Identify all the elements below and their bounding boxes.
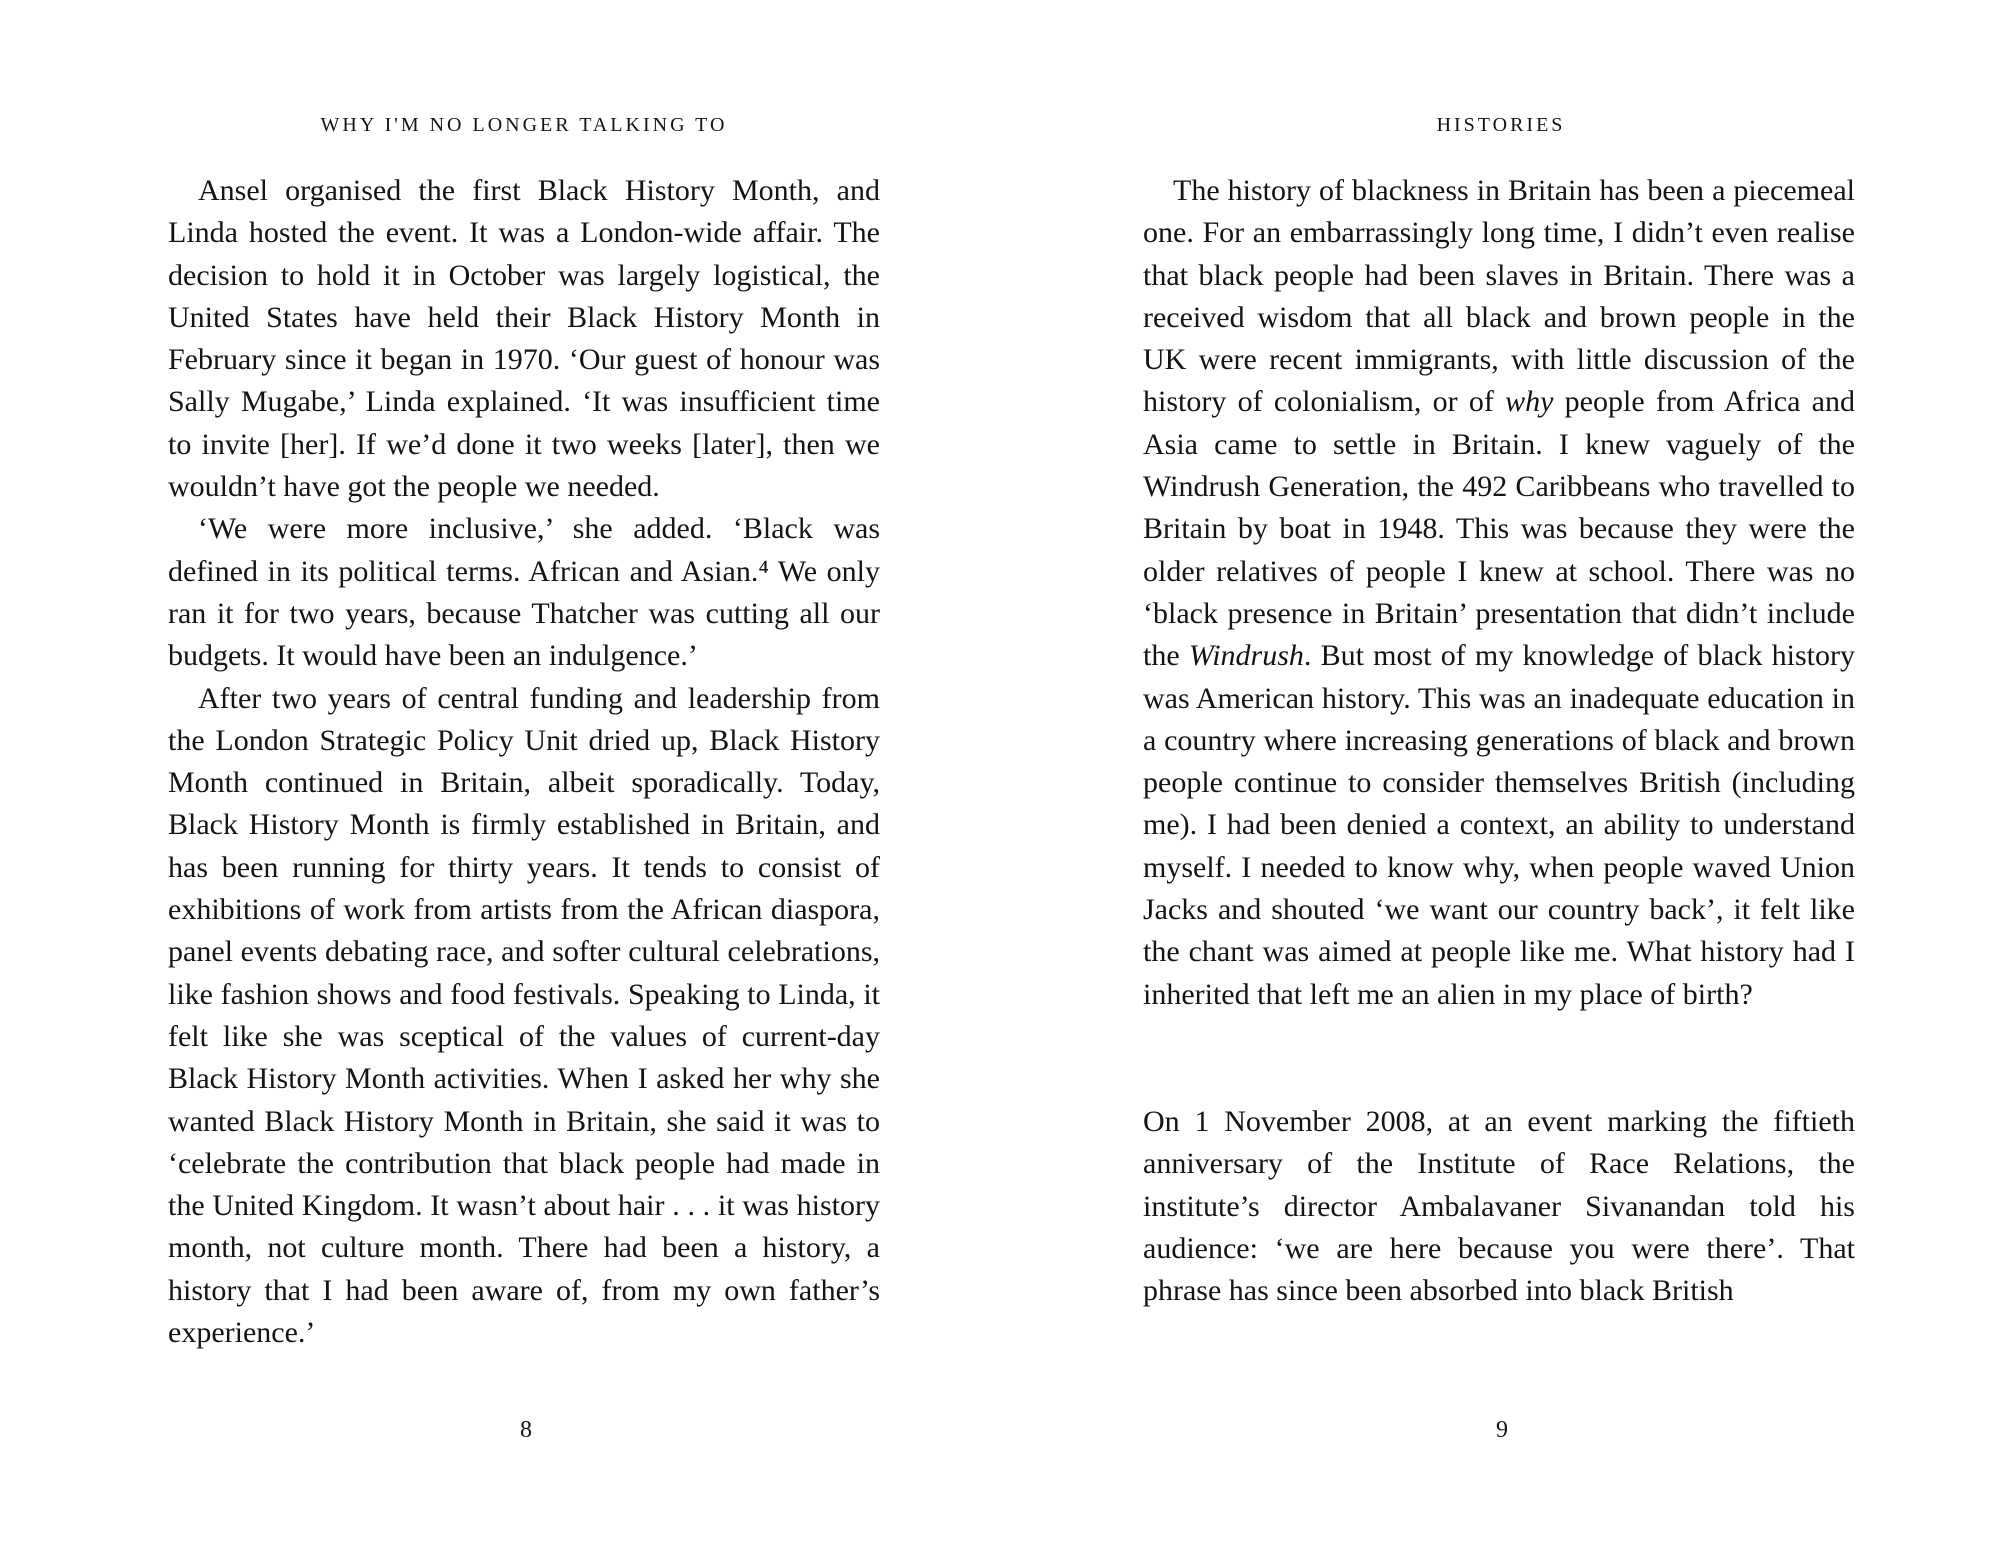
running-head-left: WHY I'M NO LONGER TALKING TO	[320, 114, 728, 136]
right-page	[1000, 0, 2000, 1553]
paragraph-text: . But most of my knowledge of black history was American history. This was an inadequate education in a country where increasing generations of black and brown people continue to consider themselves British (including me). I had been denied a context, an ability to understand myself. I needed to know why, when people waved Union Jacks and shouted ‘we want our country back’, it felt like the chant was aimed at people like me. What history had I inherited that left me an alien in my place of birth?	[1143, 639, 1855, 1011]
paragraph-text: people from Africa and Asia came to settle in Britain. I knew vaguely of the Windrush Generation, the 492 Caribbeans who travelled to Britain by boat in 1948. This was because they were the older relatives of people I knew at school. There was no ‘black presence in Britain’ presentation that didn’t include the	[1143, 385, 1855, 673]
right-page-body	[1143, 170, 1855, 1312]
paragraph: Ansel organised the first Black History Month, and Linda hosted the event. It was a London-wide affair. The decision to hold it in October was largely logistical, the United States have held their Black History Month in February since it began in 1970. ‘Our guest of honour was Sally Mugabe,’ Linda explained. ‘It was insufficient time to invite [her]. If we’d done it two weeks [later], then we wouldn’t have got the people we needed.	[168, 174, 880, 504]
page-number-left: 8	[520, 1417, 532, 1443]
paragraph: On 1 November 2008, at an event marking the fiftieth anniversary of the Institute of Race Relations, the institute’s director Ambalavaner Sivanandan told his audience: ‘we are here because you were there’. That phrase has since been absorbed into black British	[1143, 1104, 1855, 1308]
paragraph	[1143, 170, 1855, 1016]
italic-title: Windrush	[1188, 639, 1304, 673]
paragraph: After two years of central funding and leadership from the London Strategic Policy Unit dried up, Black History Month continued in Britain, albeit sporadically. Today, Black History Month is firmly established in Britain, and has been running for thirty years. It tends to consist of exhibitions of work from artists from the African diaspora, panel events debating race, and softer cultural celebrations, like fashion shows and food festivals. Speaking to Linda, it felt like she was sceptical of the values of current-day Black History Month activities. When I asked her why she wanted Black History Month in Britain, she said it was to ‘celebrate the contribution that black people had made in the United Kingdom. It wasn’t about hair . . . it was history month, not culture month. There had been a history, a history that I had been aware of, from my own father’s experience.’	[168, 681, 880, 1350]
paragraph-text: The history of blackness in Britain has been a piecemeal one. For an embarrassingly long time, I didn’t even realise that black people had been slaves in Britain. There was a received wisdom that all black and brown people in the UK were recent immigrants, with little discussion of the history of colonialism, or of	[1143, 174, 1855, 419]
running-head-right: HISTORIES	[1436, 114, 1566, 136]
left-page-body	[168, 170, 880, 1354]
paragraph: ‘We were more inclusive,’ she added. ‘Black was defined in its political terms. African and Asian.⁴ We only ran it for two years, because Thatcher was cutting all our budgets. It would have been an indulgence.’	[168, 512, 880, 673]
section-break	[1143, 1016, 1855, 1101]
italic-word: why	[1505, 385, 1554, 419]
page-number-right: 9	[1496, 1417, 1508, 1443]
